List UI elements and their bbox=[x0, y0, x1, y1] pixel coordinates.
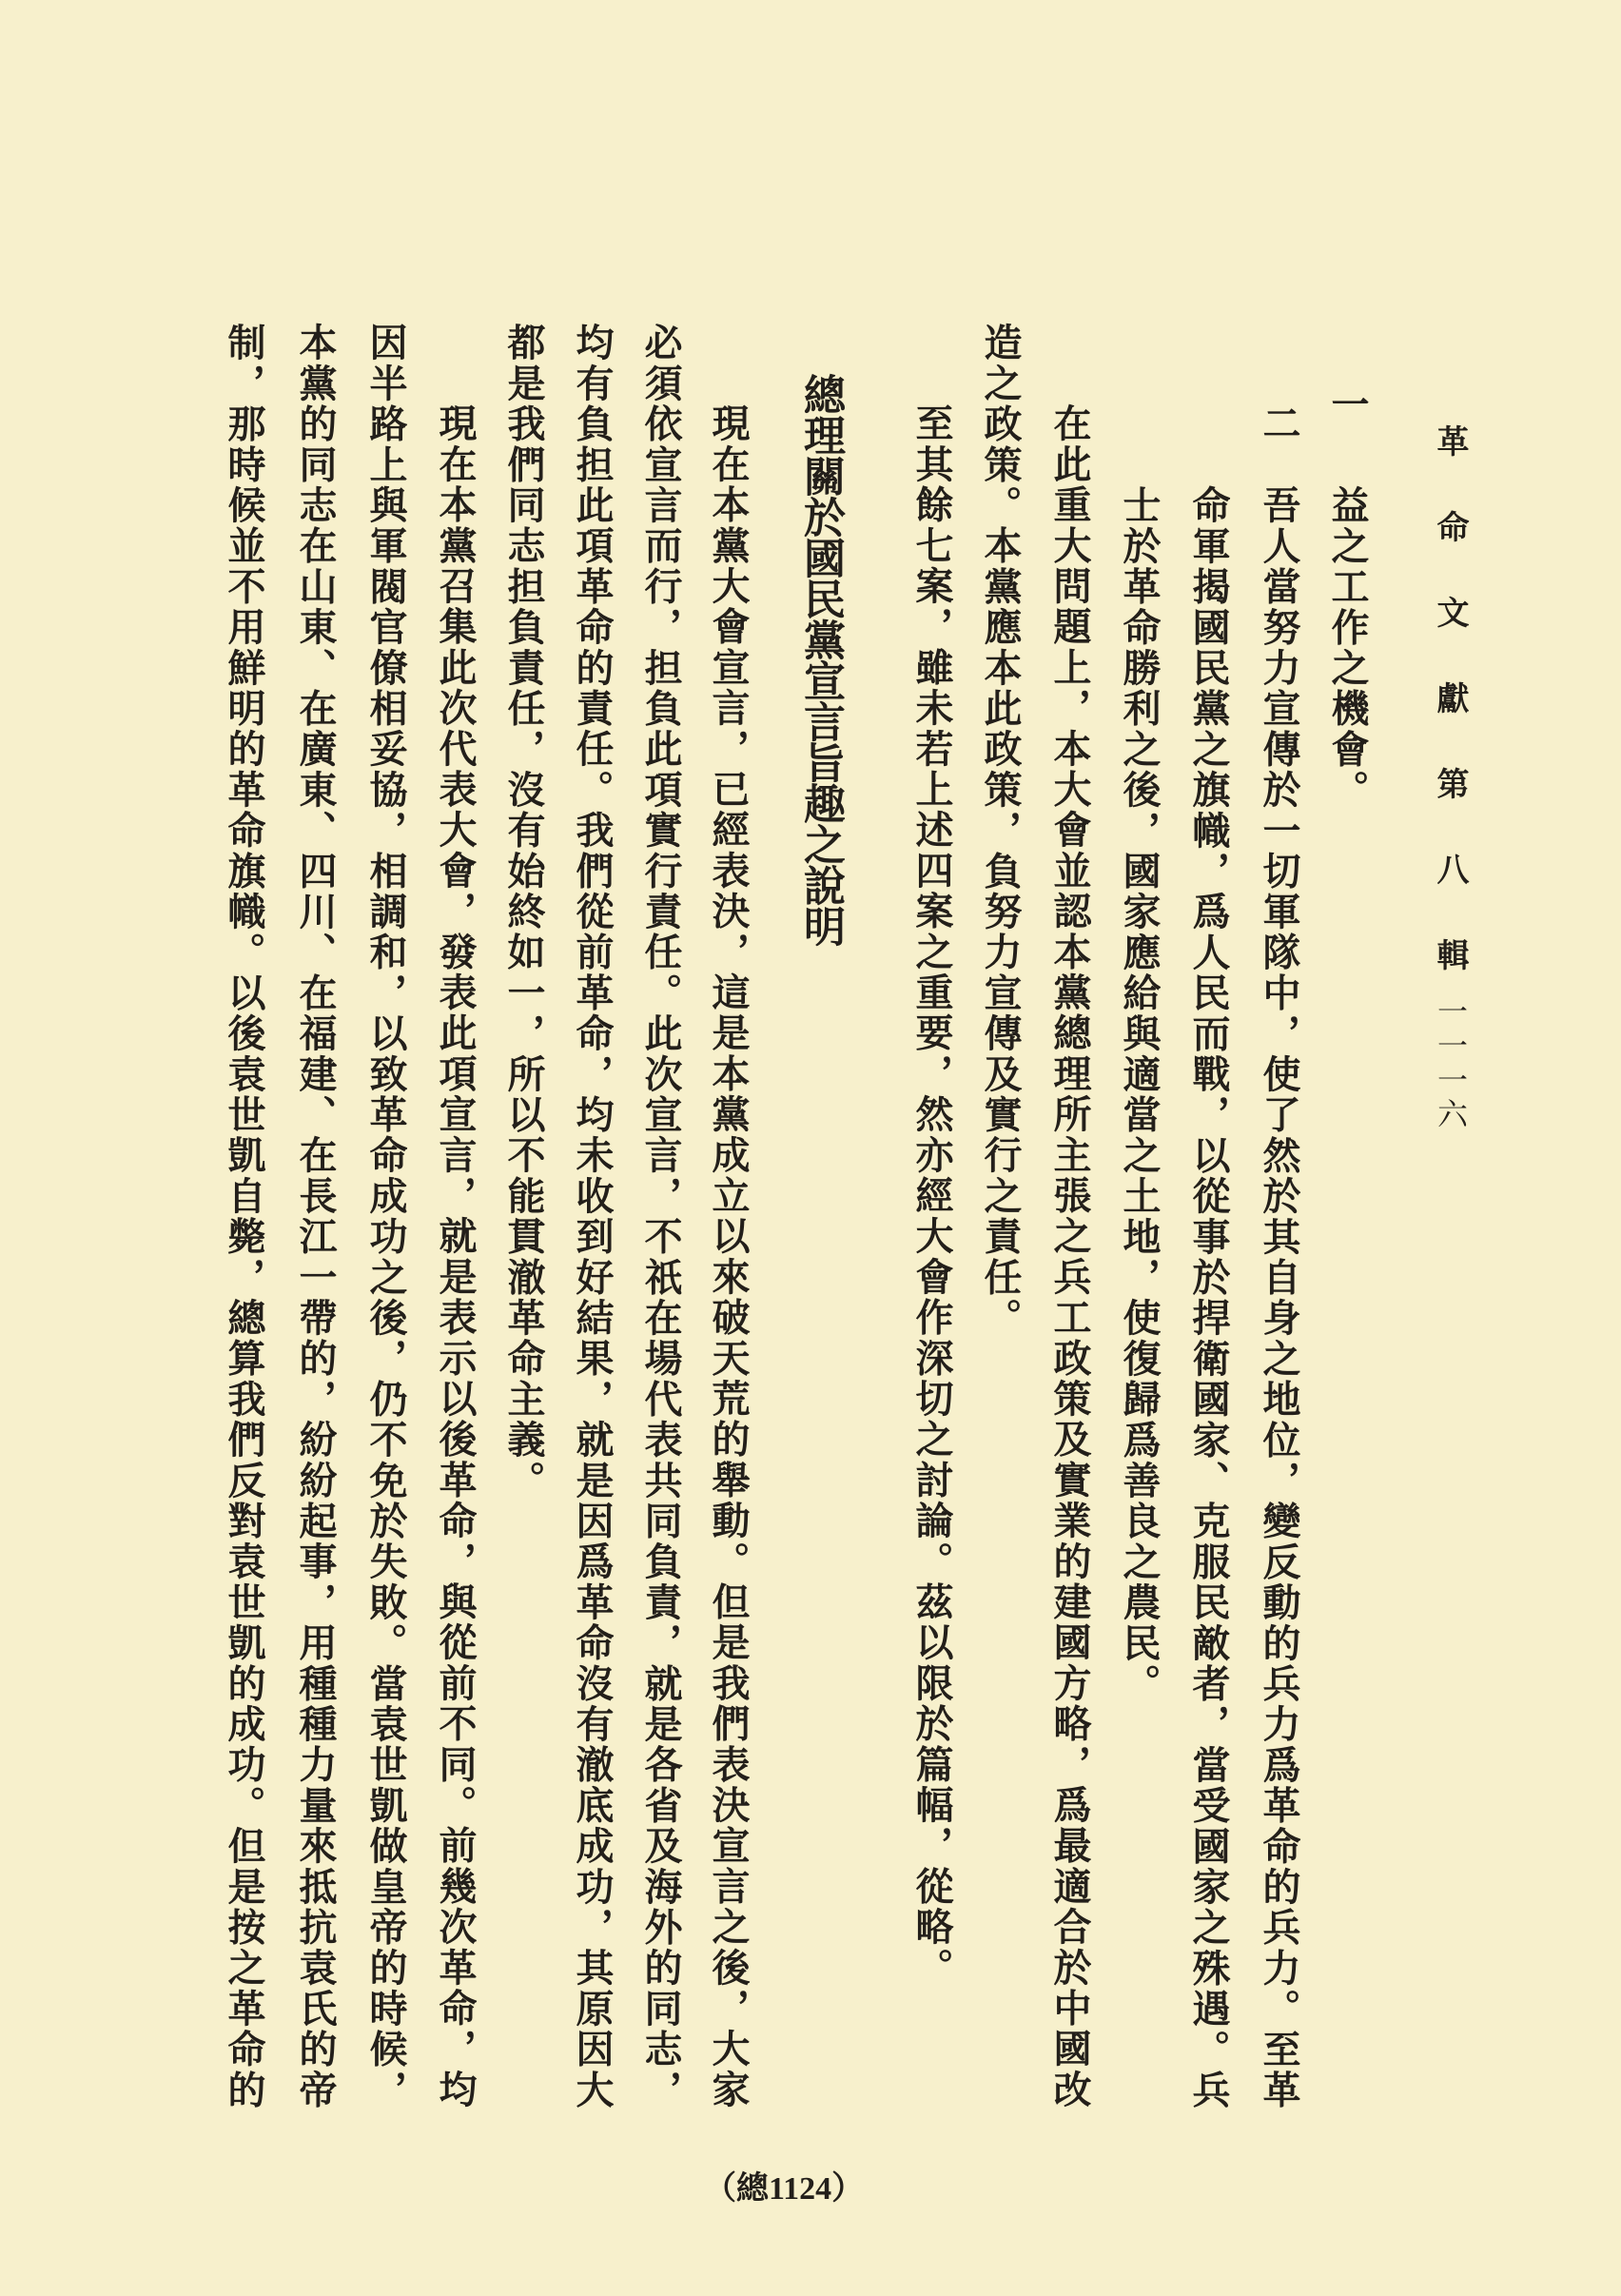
body-line: 必須依宣言而行，担負此項實行責任。此次宣言，不祇在場代表共同負責，就是各省及海外的同志， bbox=[638, 323, 683, 2110]
paragraph-line: 造之政策。本黨應本此政策，負努力宣傳及實行之責任。 bbox=[978, 323, 1023, 1339]
closing-line: 至其餘七案，雖未若上述四案之重要，然亦經大會作深切之討論。茲以限於篇幅，從略。 bbox=[909, 403, 954, 1989]
body-line: 本黨的同志在山東、在廣東、四川、在福建、在長江一帶的，紛紛起事，用種種力量來抵抗袁氏的帝 bbox=[293, 323, 338, 2110]
item-2-line: 命軍揭國民黨之旗幟，爲人民而戰，以從事於捍衛國家、克服民敵者，當受國家之殊遇。兵 bbox=[1186, 485, 1231, 2110]
item-number-1: 一 bbox=[1325, 384, 1370, 425]
body-line: 因半路上與軍閥官僚相妥協，相調和，以致革命成功之後，仍不免於失敗。當袁世凱做皇帝的時候， bbox=[363, 323, 408, 2110]
section-title: 總理關於國民黨宣言旨趣之說明 bbox=[796, 373, 845, 946]
body-line: 均有負担此項革命的責任。我們從前革命，均未收到好結果，就是因爲革命沒有澈底成功，其原因大 bbox=[570, 323, 615, 2110]
item-2-line: 吾人當努力宣傳於一切軍隊中，使了然於其自身之地位，變反動的兵力爲革命的兵力。至革 bbox=[1257, 485, 1301, 2110]
body-line: 現在本黨召集此次代表大會，發表此項宣言，就是表示以後革命，與從前不同。前幾次革命，均 bbox=[433, 403, 478, 2110]
item-1-continuation: 益之工作之機會。 bbox=[1325, 485, 1370, 811]
running-title: 革命文獻第八輯 bbox=[1431, 424, 1469, 1024]
total-page-number: （總1124） bbox=[704, 2171, 865, 2207]
item-number-2: 二 bbox=[1257, 403, 1301, 444]
paragraph-line: 在此重大問題上，本大會並認本黨總理所主張之兵工政策及實業的建國方略，爲最適合於中國改 bbox=[1047, 403, 1092, 2110]
item-2-line: 士於革命勝利之後，國家應給與適當之土地，使復歸爲善良之農民。 bbox=[1117, 485, 1162, 1704]
page-number: 一一一六 bbox=[1433, 995, 1469, 1132]
body-line: 現在本黨大會宣言，已經表決，這是本黨成立以來破天荒的舉動。但是我們表決宣言之後，大家 bbox=[706, 403, 751, 2110]
body-line: 都是我們同志担負責任，沒有始終如一，所以不能貫澈革命主義。 bbox=[501, 323, 546, 1501]
body-line: 制，那時候並不用鮮明的革命旗幟。以後袁世凱自斃，總算我們反對袁世凱的成功。但是按之革命的 bbox=[222, 323, 266, 2110]
